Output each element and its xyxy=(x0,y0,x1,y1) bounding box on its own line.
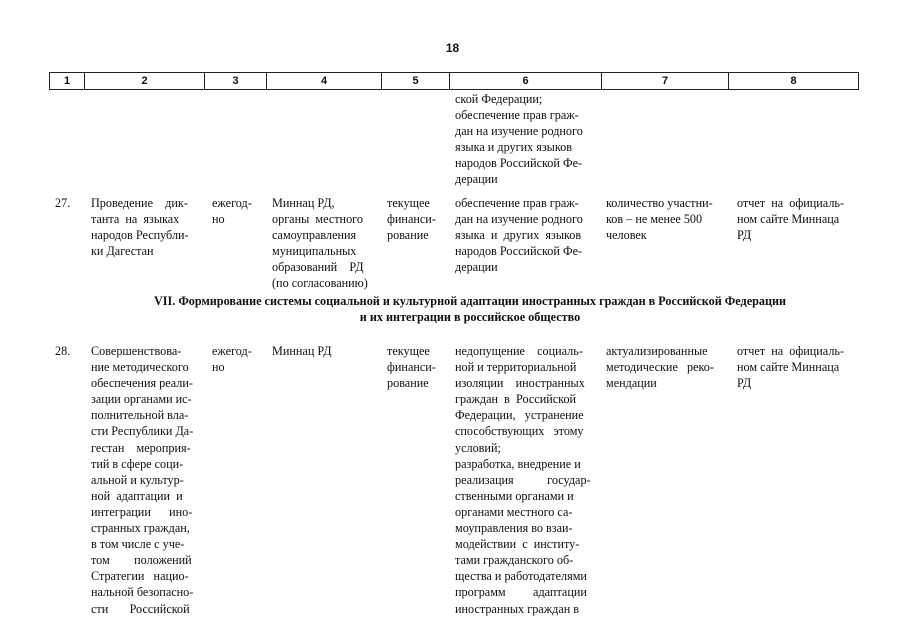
row-funding: текущее финанси- рование xyxy=(387,196,436,243)
table-header-row xyxy=(49,72,859,90)
column-header-6: 6 xyxy=(449,73,601,89)
row-number: 27. xyxy=(55,196,71,210)
row-goal: обеспечение прав граж- дан на изучение родного языка и других языков народов Российской Фе- дерации xyxy=(455,196,583,275)
column-header-5: 5 xyxy=(381,73,449,89)
row-activity: Совершенствова- ние методического обеспечения реали- зации органами ис- полнительной вла- сти Республики Да- гестан мероприя- тий в сфере соци- альной и культур- ной адаптации и интеграции ино- странных граждан, в том числе с уче- том положений Стратегии нацио- нальной безопасно- сти Российской xyxy=(91,344,194,616)
row-goal: недопущение социаль- ной и территориальной изоляции иностранных граждан в Российской Федерации, устранение способствующих этому условий; разработка, внедрение и реализация государ- ственными органами и органами местного са- моуправления во взаи- модействии с институ- тами гражданского об- щества и работодателями программ адаптации иностранных граждан в xyxy=(455,344,591,616)
row-period: ежегод- но xyxy=(212,344,252,375)
column-header-8: 8 xyxy=(728,73,859,89)
row-funding: текущее финанси- рование xyxy=(387,344,436,391)
row-result: отчет на официаль- ном сайте Миннаца РД xyxy=(737,344,845,391)
row-executor: Миннац РД, органы местного самоуправления муниципальных образований РД (по согласованию) xyxy=(272,196,368,291)
column-header-7: 7 xyxy=(601,73,728,89)
row-period: ежегод- но xyxy=(212,196,252,227)
column-header-3: 3 xyxy=(204,73,266,89)
row-number: 28. xyxy=(55,344,71,358)
column-header-1: 1 xyxy=(49,73,84,89)
section-title: VII. Формирование системы социальной и культурной адаптации иностранных граждан в Российской Федерации и их интеграции в российское общество xyxy=(153,294,787,325)
row-result: отчет на официаль- ном сайте Миннаца РД xyxy=(737,196,845,243)
row-indicator: количество участни- ков – не менее 500 человек xyxy=(606,196,713,243)
continued-cell-col6: ской Федерации; обеспечение прав граж- дан на изучение родного языка и других языков народов Российской Фе- дерации xyxy=(455,92,583,187)
column-header-2: 2 xyxy=(84,73,204,89)
page-number: 18 xyxy=(445,41,460,55)
row-indicator: актуализированные методические реко- мендации xyxy=(606,344,714,391)
column-header-4: 4 xyxy=(266,73,381,89)
row-executor: Миннац РД xyxy=(272,344,332,358)
row-activity: Проведение дик- танта на языках народов Республи- ки Дагестан xyxy=(91,196,189,259)
